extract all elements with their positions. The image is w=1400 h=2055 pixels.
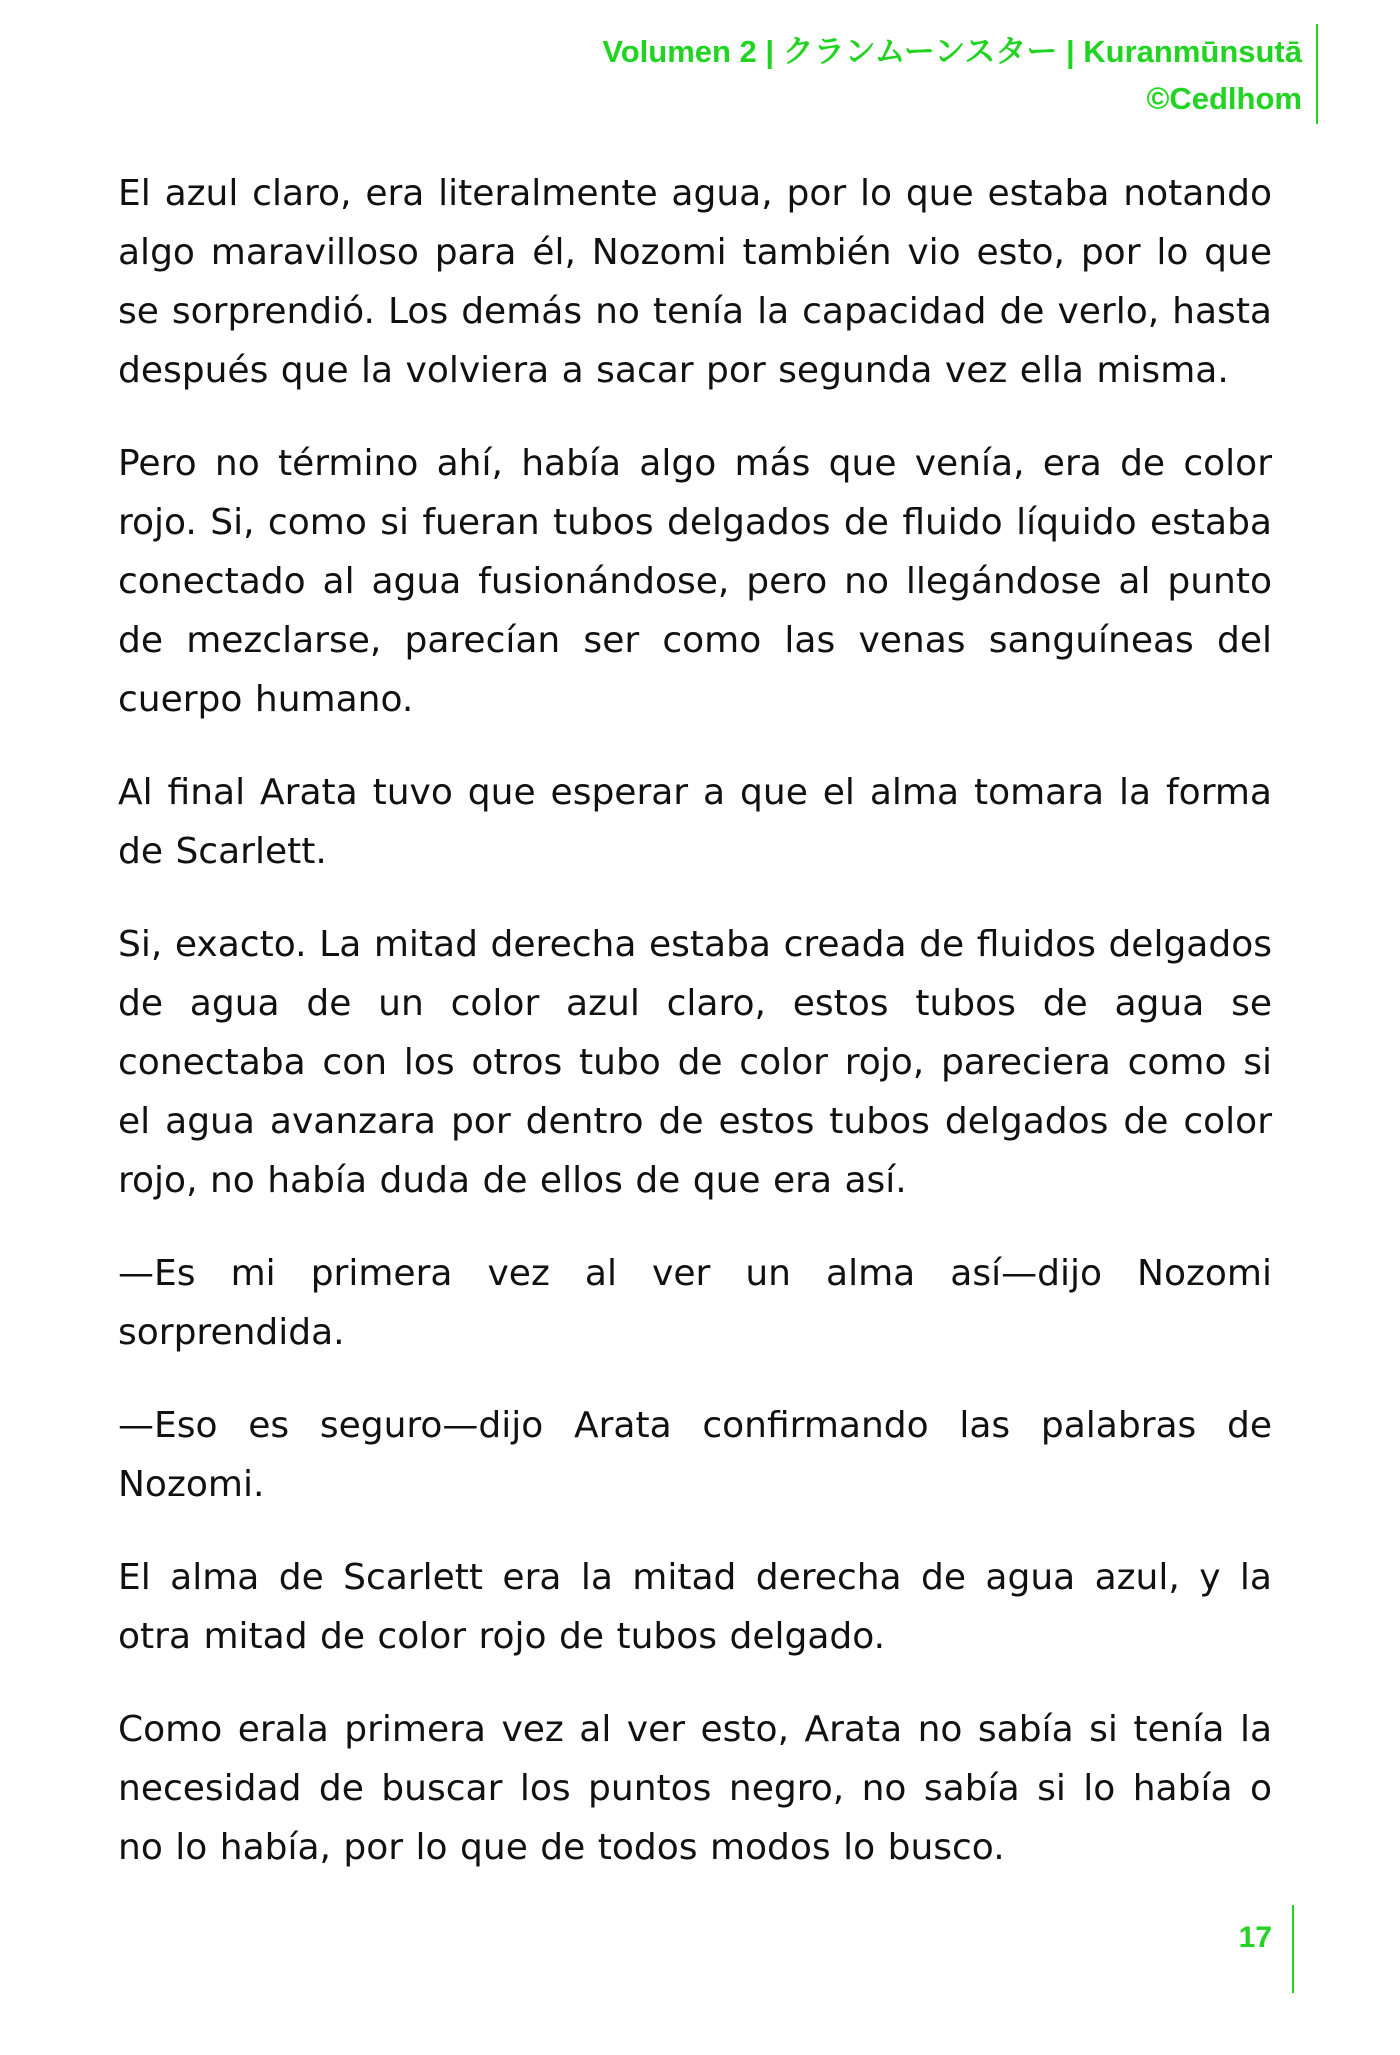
paragraph: El alma de Scarlett era la mitad derecha de agua azul, y la otra mitad de color rojo de tubos delgado.	[118, 1557, 1272, 1657]
paragraph: —Eso es seguro—dijo Arata confirmando las palabras de Nozomi.	[118, 1405, 1272, 1505]
paragraph: Si, exacto. La mitad derecha estaba creada de fluidos delgados de agua de un color azul claro, estos tubos de agua se conectaba con los otros tubo de color rojo, pareciera como si el agua avanzara por dentro de estos tubos delgados de color rojo, no había duda de ellos de que era así.	[118, 924, 1272, 1201]
paragraph: Como erala primera vez al ver esto, Arata no sabía si tenía la necesidad de buscar los puntos negro, no sabía si lo había o no lo había, por lo que de todos modos lo busco.	[118, 1709, 1272, 1868]
body-text	[118, 164, 1272, 1911]
footer-divider	[1292, 1905, 1294, 1993]
page-number: 17	[1238, 1921, 1272, 1954]
paragraph: Al final Arata tuvo que esperar a que el alma tomara la forma de Scarlett.	[118, 772, 1272, 872]
paragraph: —Es mi primera vez al ver un alma así—dijo Nozomi sorprendida.	[118, 1253, 1272, 1353]
paragraph: El azul claro, era literalmente agua, por lo que estaba notando algo maravilloso para él, Nozomi también vio esto, por lo que se sorprendió. Los demás no tenía la capacidad de verlo, hasta después que la volviera a sacar por segunda vez ella misma.	[118, 173, 1272, 391]
header-author: ©Cedlhom	[1146, 81, 1302, 116]
page-header	[402, 28, 1302, 122]
paragraph: Pero no término ahí, había algo más que venía, era de color rojo. Si, como si fueran tubos delgados de fluido líquido estaba conectado al agua fusionándose, pero no llegándose al punto de mezclarse, parecían ser como las venas sanguíneas del cuerpo humano.	[118, 443, 1272, 720]
header-divider	[1316, 24, 1318, 124]
header-title: Volumen 2 | クランムーンスター | Kuranmūnsutā	[602, 34, 1302, 69]
